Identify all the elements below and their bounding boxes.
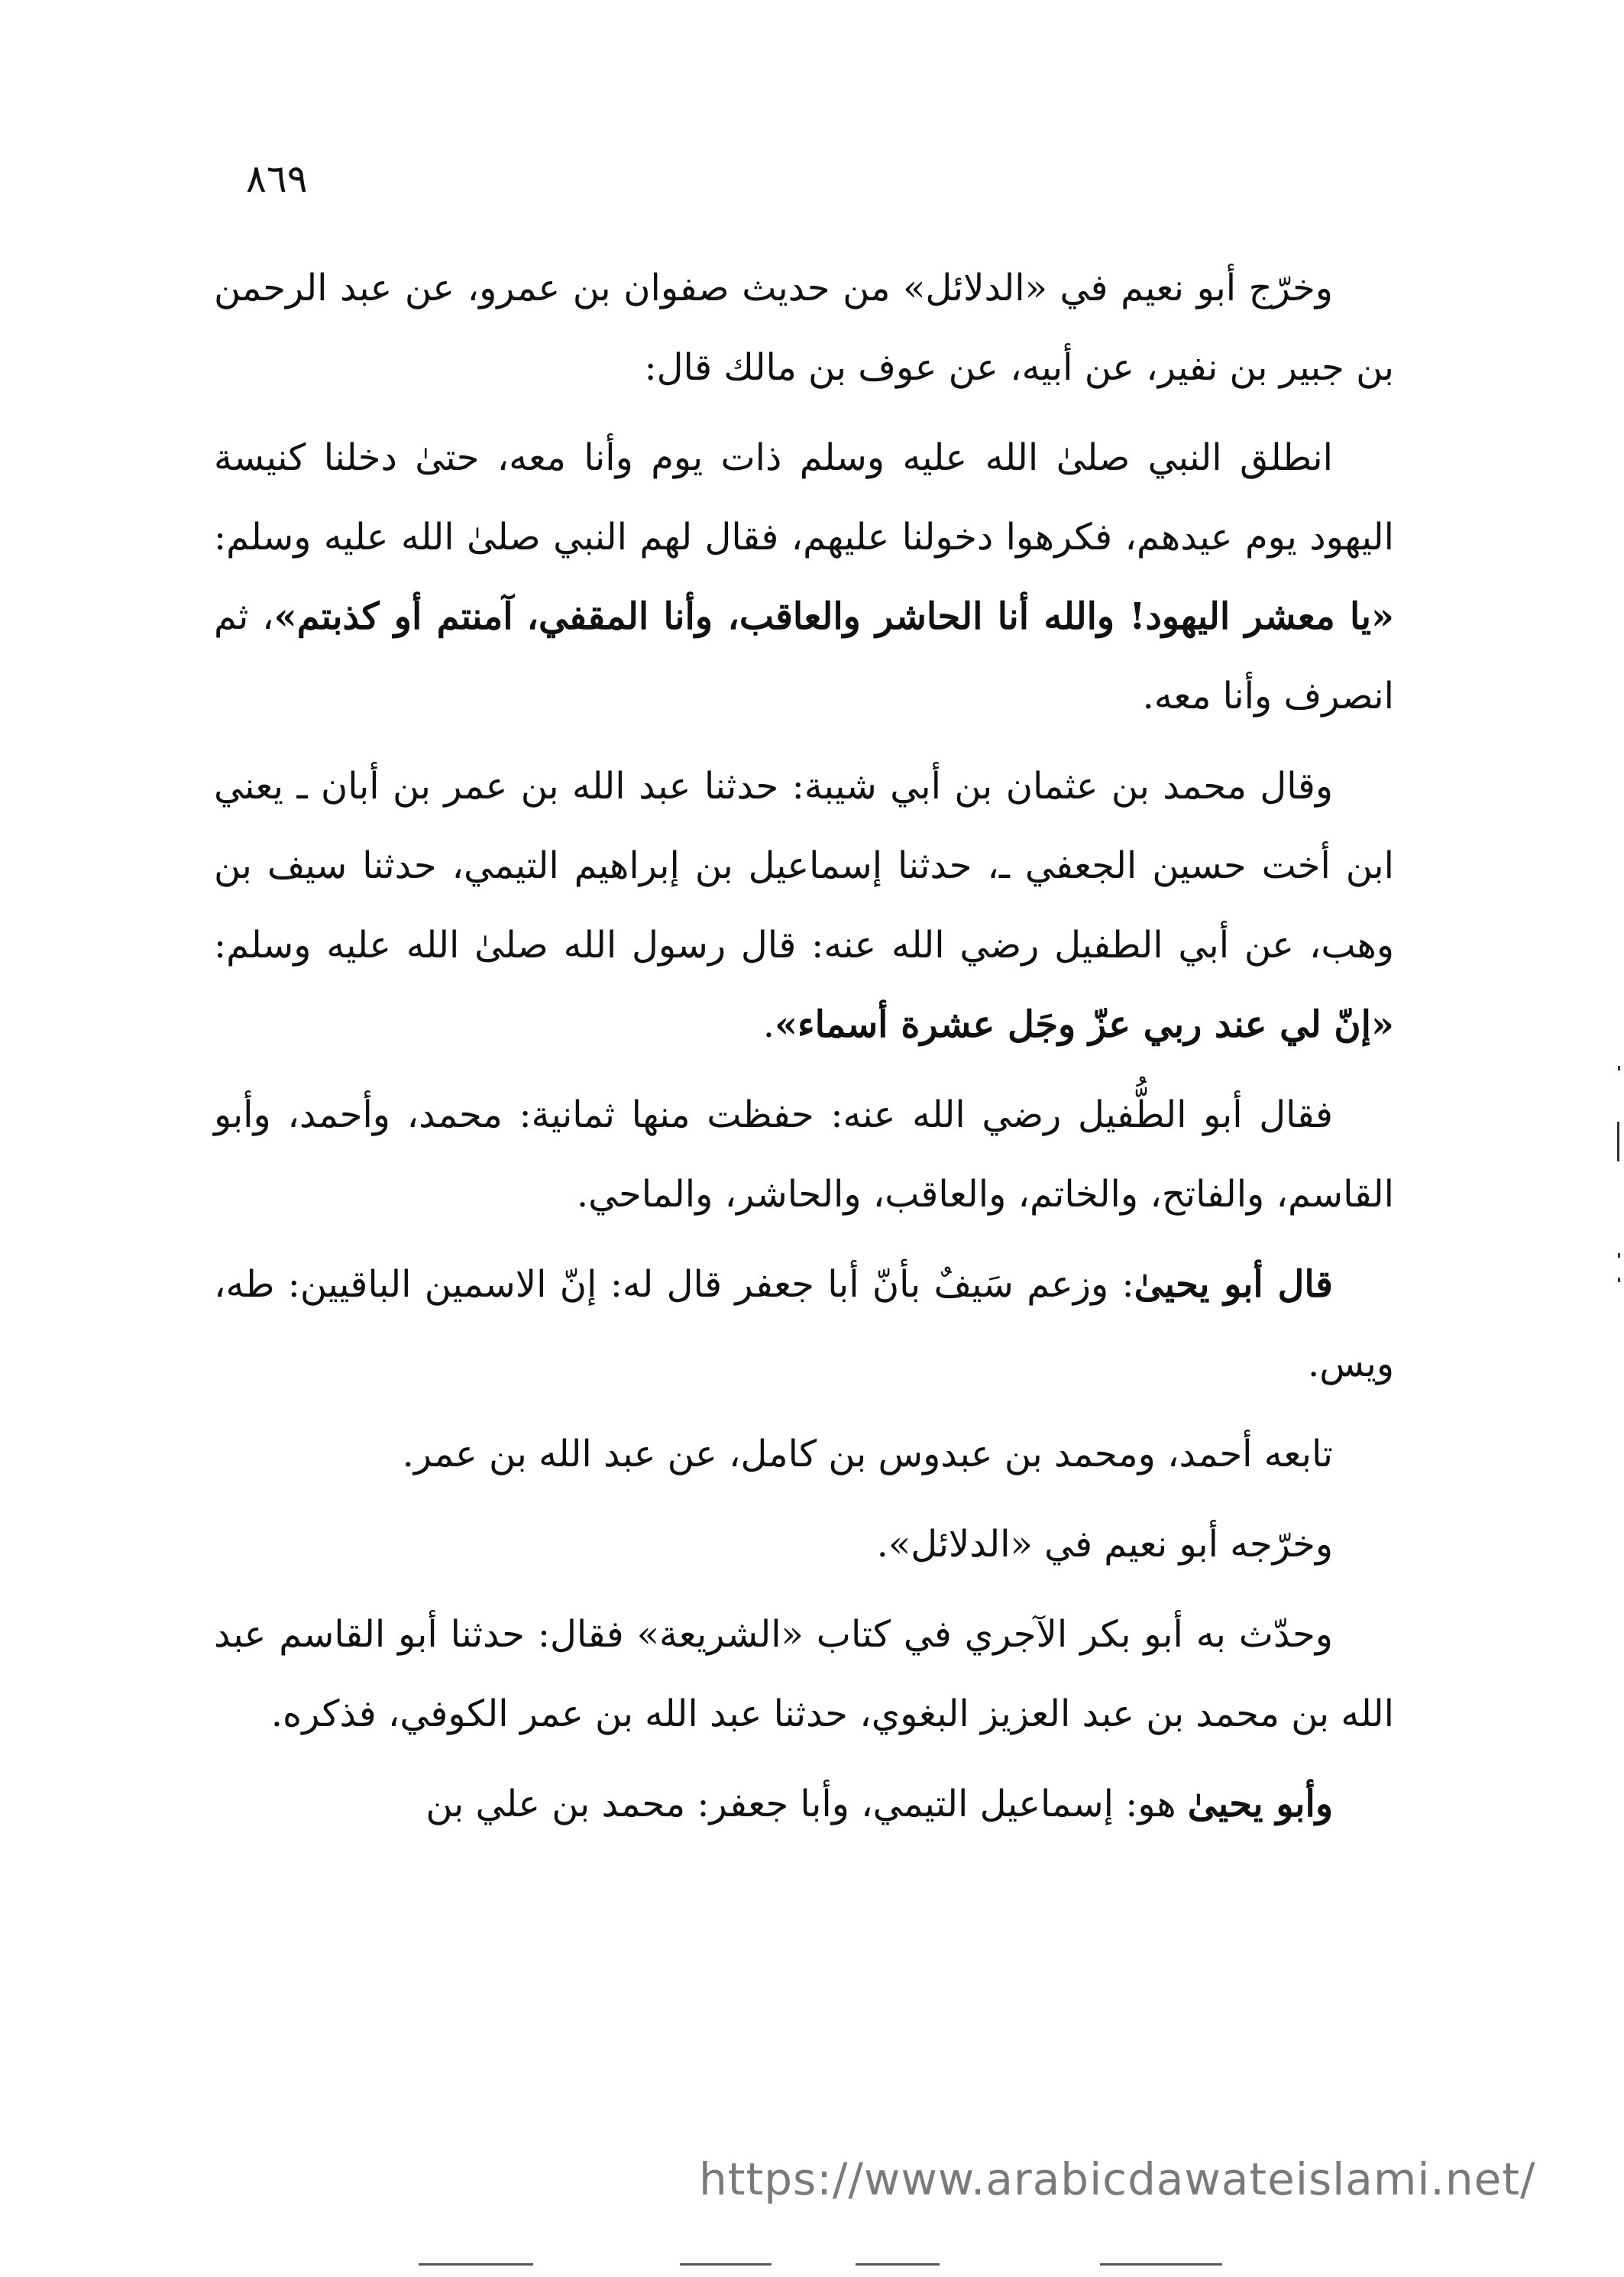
text-span [513,595,527,638]
text-span: هو: إسماعيل التيمي، وأبا جعفر: محمد بن علي بن [425,1783,1188,1825]
text-span: وخرّجه أبو نعيم في «الدلائل». [876,1523,1333,1566]
paragraph [214,1505,1394,1584]
text-span: وحدّث به أبو بكر الآجري في كتاب «الشريعة» فقال: حدثنا أبو القاسم عبد الله بن محمد بن عبد العزيز البغوي، حدثنا عبد الله بن عمر الكوفي، فذكره. [214,1613,1394,1735]
bold-text-span: قال أبو يحيىٰ [1134,1263,1333,1306]
bold-text-span: وأبو يحيىٰ [1187,1783,1333,1825]
margin-mark [1618,1253,1620,1258]
margin-mark [1618,1278,1620,1282]
bold-text-span: «إنّ لي عند ربي عزّ وجَل عشرة أسماء» [775,1003,1394,1046]
paragraph [214,1414,1394,1494]
text-span: وقال محمد بن عثمان بن أبي شيبة: حدثنا عبد الله بن عمر بن أبان ـ يعني ابن أخت حسين الجعفي ـ، حدثنا إسماعيل بن إبراهيم التيمي، حدثنا سيف بن وهب، عن أبي الطفيل رضي الله عنه: قال رسول الله صلىٰ الله عليه وسلم: [214,765,1394,967]
paragraph [214,1075,1394,1234]
paragraph [214,248,1394,407]
bold-text-span: آمنتم أو كذبتم» [273,595,513,638]
text-span: تابعه أحمد، ومحمد بن عبدوس بن كامل، عن عبد الله بن عمر. [402,1433,1333,1475]
text-span: وخرّج أبو نعيم في «الدلائل» من حديث صفوان بن عمرو، عن عبد الرحمن بن جبير بن نفير، عن أبيه، عن عوف بن مالك قال: [214,267,1394,389]
text-span: فقال أبو الطُّفيل رضي الله عنه: حفظت منها ثمانية: محمد، وأحمد، وأبو القاسم، والفاتح، والخاتم، والعاقب، والحاشر، والماحي. [214,1093,1394,1216]
footer-url[interactable]: https://www.arabicdawateislami.net/ [699,2153,1536,2205]
text-span: انطلق النبي صلىٰ الله عليه وسلم ذات يوم وأنا معه، حتىٰ دخلنا كنيسة اليهود يوم عيدهم، فكرهوا دخولنا عليهم، فقال لهم النبي صلىٰ الله عليه وسلم: [214,436,1394,559]
text-span: ، ثم انصرف وأنا معه. [214,595,1394,717]
page-number: ٨٦٩ [246,157,308,201]
margin-mark [1618,1066,1620,1070]
text-span: . [762,1003,775,1046]
paragraph [214,1595,1394,1754]
margin-mark [1617,1122,1619,1161]
bottom-rule [419,2263,533,2266]
text-span: : وزعم سَيفٌ بأنّ أبا جعفر قال له: إنّ الاسمين الباقيين: طه، ويس. [214,1263,1394,1385]
bottom-rule [1100,2263,1222,2266]
body-text [214,248,1394,1854]
bold-text-span: «يا معشر اليهود! والله أنا الحاشر والعاقب، وأنا المقفي، [526,595,1395,638]
bottom-rule [856,2263,940,2266]
paragraph [214,747,1394,1064]
bottom-rule [680,2263,772,2266]
paragraph [214,1764,1394,1844]
paragraph [214,418,1394,736]
paragraph [214,1245,1394,1404]
